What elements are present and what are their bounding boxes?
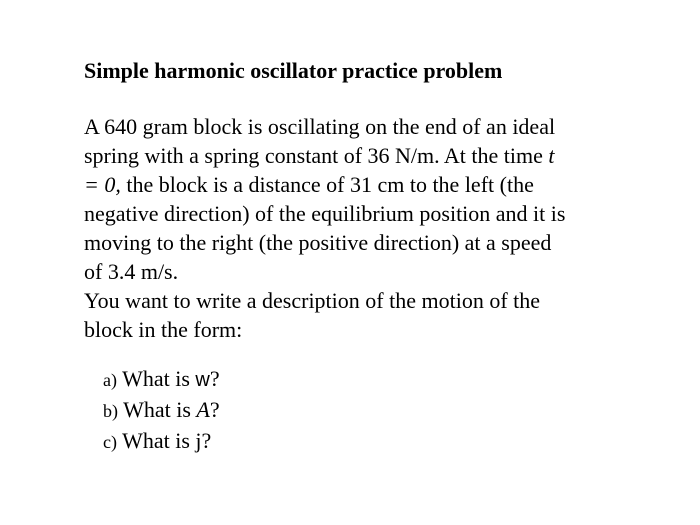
question-a <box>103 364 220 395</box>
question-list <box>103 364 220 457</box>
statement-line: negative direction) of the equilibrium position and it is <box>84 201 566 226</box>
question-letter: c) <box>103 432 117 452</box>
time-equals-zero: = 0, <box>84 172 121 197</box>
statement-line: A 640 gram block is oscillating on the end of an ideal <box>84 114 556 139</box>
question-text: What is <box>118 397 197 422</box>
question-b <box>103 395 220 426</box>
question-mark: ? <box>209 366 220 391</box>
problem-title: Simple harmonic oscillator practice problem <box>84 58 503 83</box>
problem-statement <box>84 112 624 344</box>
question-mark: ? <box>209 397 220 422</box>
time-variable: t <box>548 143 555 168</box>
question-mark: ? <box>201 428 212 453</box>
question-c <box>103 426 220 457</box>
question-text: What is <box>116 428 196 453</box>
question-letter: b) <box>103 401 118 421</box>
omega-symbol: w <box>195 369 210 391</box>
statement-text: spring with a spring constant of 36 N/m. At the time <box>84 143 549 168</box>
statement-line: block in the form: <box>84 317 243 342</box>
statement-line: of 3.4 m/s. <box>84 259 179 284</box>
statement-line: You want to write a description of the motion of the <box>84 288 541 313</box>
statement-line <box>84 141 624 170</box>
statement-line <box>84 170 624 199</box>
question-letter: a) <box>103 370 117 390</box>
amplitude-symbol: A <box>196 397 210 422</box>
phi-symbol: j <box>195 428 202 453</box>
statement-line: moving to the right (the positive direction) at a speed <box>84 230 552 255</box>
statement-text: the block is a distance of 31 cm to the left (the <box>120 172 534 197</box>
question-text: What is <box>116 366 196 391</box>
